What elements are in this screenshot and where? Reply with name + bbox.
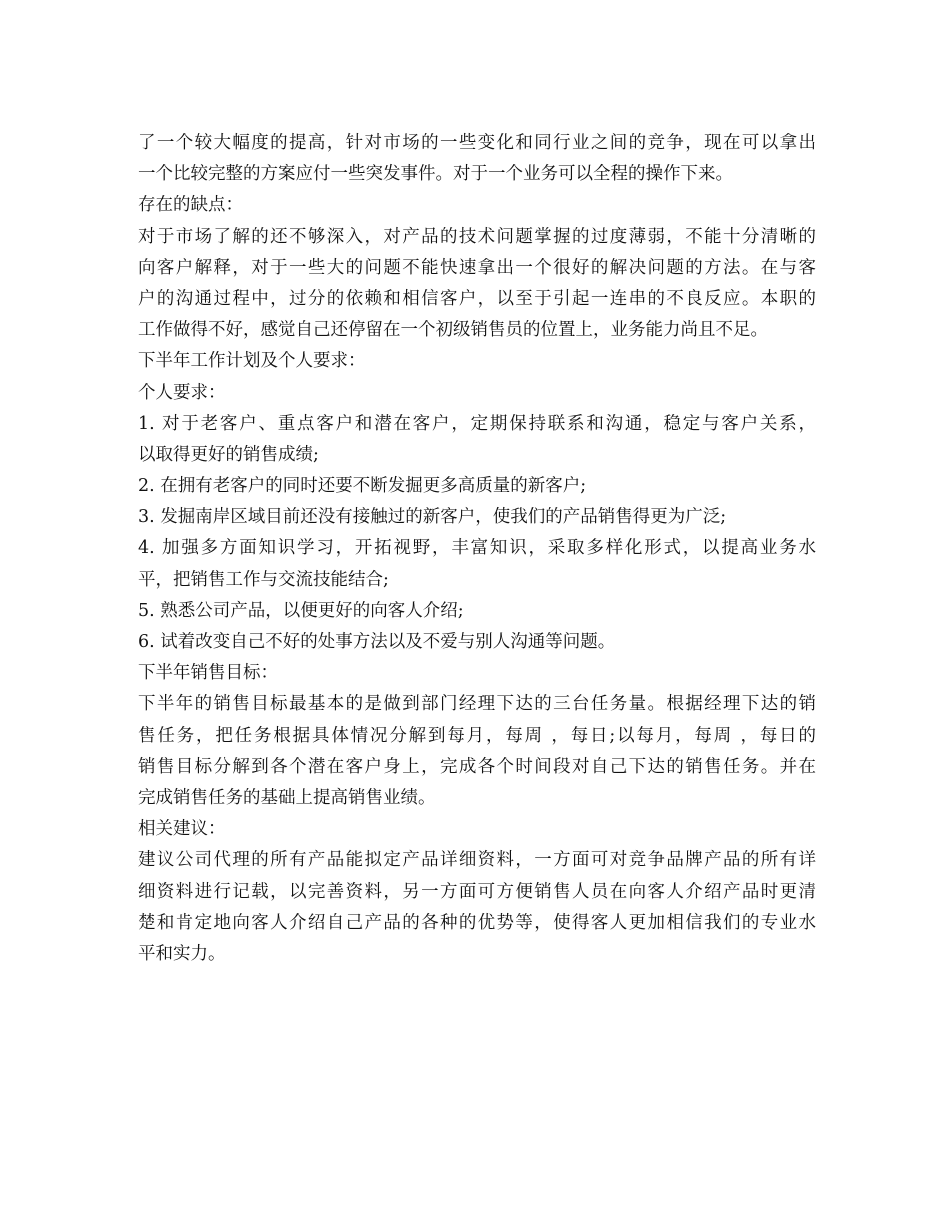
paragraph-line: 下半年的销售目标最基本的是做到部门经理下达的三台任务量。根据经理下达的销 [138, 694, 816, 715]
list-item: 4. 加强多方面知识学习，开拓视野，丰富知识，采取多样化形式，以提高业务水 [138, 538, 816, 559]
paragraph-line: 了一个较大幅度的提高，针对市场的一些变化和同行业之间的竞争，现在可以拿出 [138, 133, 816, 153]
paragraph-line: 楚和肯定地向客人介绍自己产品的各种的优势等，使得客人更加相信我们的专业水 [138, 912, 816, 933]
paragraph-line: 对于市场了解的还不够深入，对产品的技术问题掌握的过度薄弱，不能十分清晰的 [138, 226, 816, 247]
list-item: 3. 发掘南岸区域目前还没有接触过的新客户，使我们的产品销售得更为广泛; [138, 507, 727, 528]
paragraph-line: 销售目标分解到各个潜在客户身上，完成各个时间段对自己下达的销售任务。并在 [138, 756, 816, 777]
paragraph-line: 细资料进行记载，以完善资料，另一方面可方便销售人员在向客人介绍产品时更清 [138, 881, 816, 902]
paragraph-line: 建议公司代理的所有产品能拟定产品详细资料，一方面可对竞争品牌产品的所有详 [138, 850, 816, 871]
section-heading: 下半年工作计划及个人要求： [138, 351, 366, 372]
paragraph-line: 户的沟通过程中，过分的依赖和相信客户，以至于引起一连串的不良反应。本职的 [138, 288, 816, 309]
paragraph-line: 完成销售任务的基础上提高销售业绩。 [138, 787, 436, 808]
section-heading: 下半年销售目标： [138, 663, 278, 684]
section-heading: 个人要求： [138, 382, 226, 403]
paragraph-line: 一个比较完整的方案应付一些突发事件。对于一个业务可以全程的操作下来。 [138, 164, 733, 185]
paragraph-line: 工作做得不好，感觉自己还停留在一个初级销售员的位置上，业务能力尚且不足。 [138, 320, 768, 341]
section-heading: 存在的缺点： [138, 195, 243, 216]
list-item: 2. 在拥有老客户的同时还要不断发掘更多高质量的新客户; [138, 476, 587, 497]
list-item-continuation: 平，把销售工作与交流技能结合; [138, 569, 389, 590]
list-item-continuation: 以取得更好的销售成绩; [138, 444, 319, 465]
list-item: 1. 对于老客户、重点客户和潜在客户，定期保持联系和沟通，稳定与客户关系， [138, 413, 816, 434]
section-heading: 相关建议： [138, 819, 226, 840]
document-body [138, 128, 816, 970]
list-item: 5. 熟悉公司产品，以便更好的向客人介绍; [138, 600, 464, 621]
paragraph-line: 售任务，把任务根据具体情况分解到每月，每周 ，每日;以每月，每周 ，每日的 [138, 725, 816, 746]
paragraph-line: 向客户解释，对于一些大的问题不能快速拿出一个很好的解决问题的方法。在与客 [138, 257, 816, 278]
list-item: 6. 试着改变自己不好的处事方法以及不爱与别人沟通等问题。 [138, 632, 616, 652]
paragraph-line: 平和实力。 [138, 943, 226, 964]
